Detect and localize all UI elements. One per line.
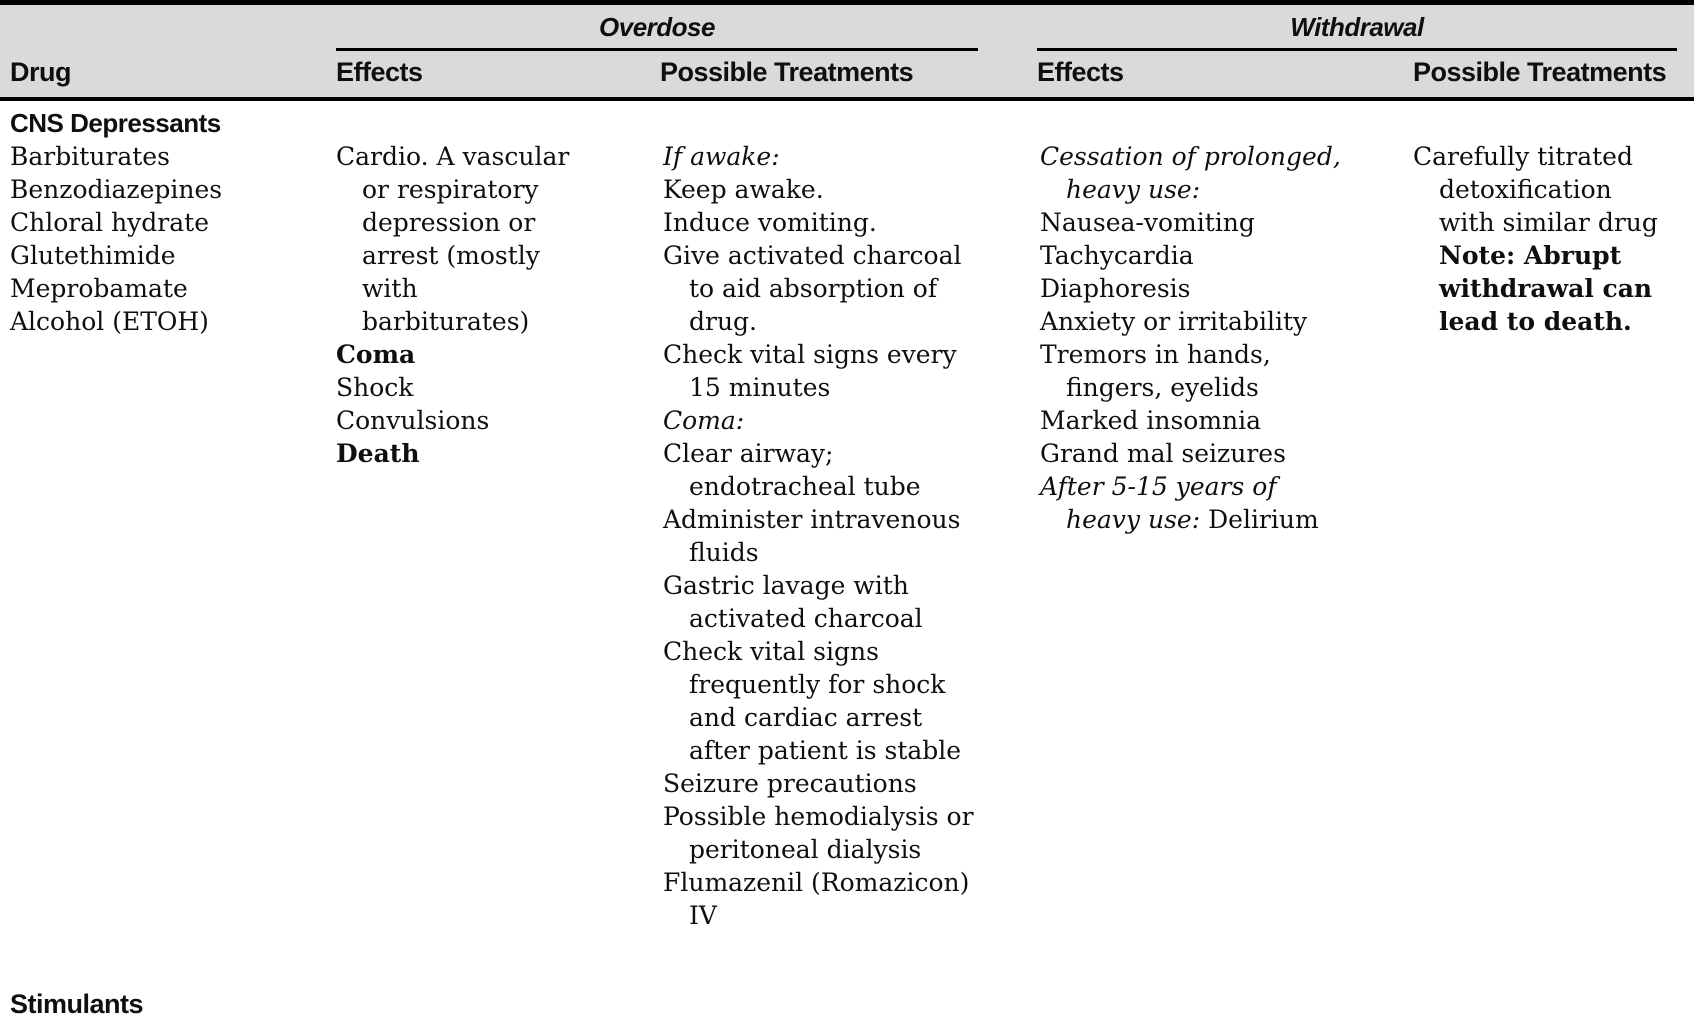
withdrawal-effect-item: Diaphoresis bbox=[1040, 274, 1191, 303]
column-header-drug: Drug bbox=[10, 56, 71, 87]
overdose-treatment-item: Possible hemodialysis or peritoneal dialysis bbox=[663, 802, 974, 864]
overdose-treatment-item: Keep awake. bbox=[663, 175, 824, 204]
overdose-treatment-item: Gastric lavage with activated charcoal bbox=[663, 571, 923, 633]
withdrawal-effect-item: Tremors in hands, fingers, eyelids bbox=[1040, 340, 1271, 402]
withdrawal-treatment-item: Carefully titrated detoxification with similar drug Note: Abrupt withdrawal can lead to death. bbox=[1413, 142, 1658, 336]
withdrawal-effects-cell bbox=[1037, 140, 1413, 932]
overdose-effect-item: Shock bbox=[336, 373, 414, 402]
overdose-treatments-cell bbox=[660, 140, 1037, 932]
drug-name: Meprobamate bbox=[10, 274, 188, 303]
withdrawal-effect-item: Nausea-vomiting bbox=[1040, 208, 1255, 237]
withdrawal-effect-item: Cessation of prolonged, heavy use: bbox=[1040, 142, 1341, 204]
overdose-effect-item: Convulsions bbox=[336, 406, 490, 435]
overdose-treatment-item: Flumazenil (Romazicon) IV bbox=[663, 868, 970, 930]
withdrawal-treatments-cell bbox=[1413, 140, 1694, 932]
withdrawal-effect-item: After 5-15 years of heavy use: Delirium bbox=[1040, 472, 1319, 534]
withdrawal-effect-item: Tachycardia bbox=[1040, 241, 1194, 270]
overdose-effect-item: Cardio. A vascular or respiratory depression or arrest (mostly with barbiturates) bbox=[336, 142, 570, 336]
drug-name: Barbiturates bbox=[10, 142, 170, 171]
section-title-stimulants: Stimulants bbox=[10, 989, 144, 1019]
overdose-treatment-item: Clear airway; endotracheal tube bbox=[663, 439, 921, 501]
overdose-treatment-item: Administer intravenous fluids bbox=[663, 505, 961, 567]
drug-name: Chloral hydrate bbox=[10, 208, 209, 237]
table-header bbox=[0, 5, 1694, 101]
withdrawal-group-label: Withdrawal bbox=[1037, 5, 1677, 51]
withdrawal-effect-item: Grand mal seizures bbox=[1040, 439, 1286, 468]
header-group-spacer bbox=[0, 5, 336, 51]
section-title-cns-depressants: CNS Depressants bbox=[10, 108, 221, 138]
overdose-effect-item: Coma bbox=[336, 340, 416, 369]
withdrawal-effect-item: Marked insomnia bbox=[1040, 406, 1262, 435]
header-group-row bbox=[0, 5, 1694, 51]
withdrawal-effect-item: Anxiety or irritability bbox=[1040, 307, 1308, 336]
overdose-treatment-item: Seizure precautions bbox=[663, 769, 917, 798]
column-header-overdose-treatments: Possible Treatments bbox=[660, 56, 914, 87]
header-group-withdrawal bbox=[1037, 5, 1694, 51]
drug-list bbox=[0, 140, 336, 338]
column-header-overdose-effects: Effects bbox=[336, 56, 423, 87]
column-header-withdrawal-treatments: Possible Treatments bbox=[1413, 56, 1667, 87]
overdose-group-label: Overdose bbox=[336, 5, 978, 51]
overdose-effects-cell bbox=[336, 140, 660, 932]
drug-column-cell bbox=[0, 107, 336, 932]
overdose-treatment-item: Check vital signs frequently for shock and cardiac arrest after patient is stable bbox=[663, 637, 962, 765]
column-header-withdrawal-effects: Effects bbox=[1037, 56, 1124, 87]
overdose-treatment-item: Check vital signs every 15 minutes bbox=[663, 340, 957, 402]
drug-name: Alcohol (ETOH) bbox=[10, 307, 209, 336]
overdose-effect-item: Death bbox=[336, 439, 420, 468]
table-body-row-cns-depressants bbox=[0, 101, 1694, 932]
overdose-treatment-item: Give activated charcoal to aid absorption of drug. bbox=[663, 241, 962, 336]
overdose-treatment-item: If awake: bbox=[663, 142, 780, 171]
overdose-treatment-item: Induce vomiting. bbox=[663, 208, 877, 237]
drug-name: Glutethimide bbox=[10, 241, 176, 270]
header-group-overdose bbox=[336, 5, 1037, 51]
header-columns-row bbox=[0, 51, 1694, 97]
overdose-treatment-item: Coma: bbox=[663, 406, 745, 435]
drug-name: Benzodiazepines bbox=[10, 175, 223, 204]
